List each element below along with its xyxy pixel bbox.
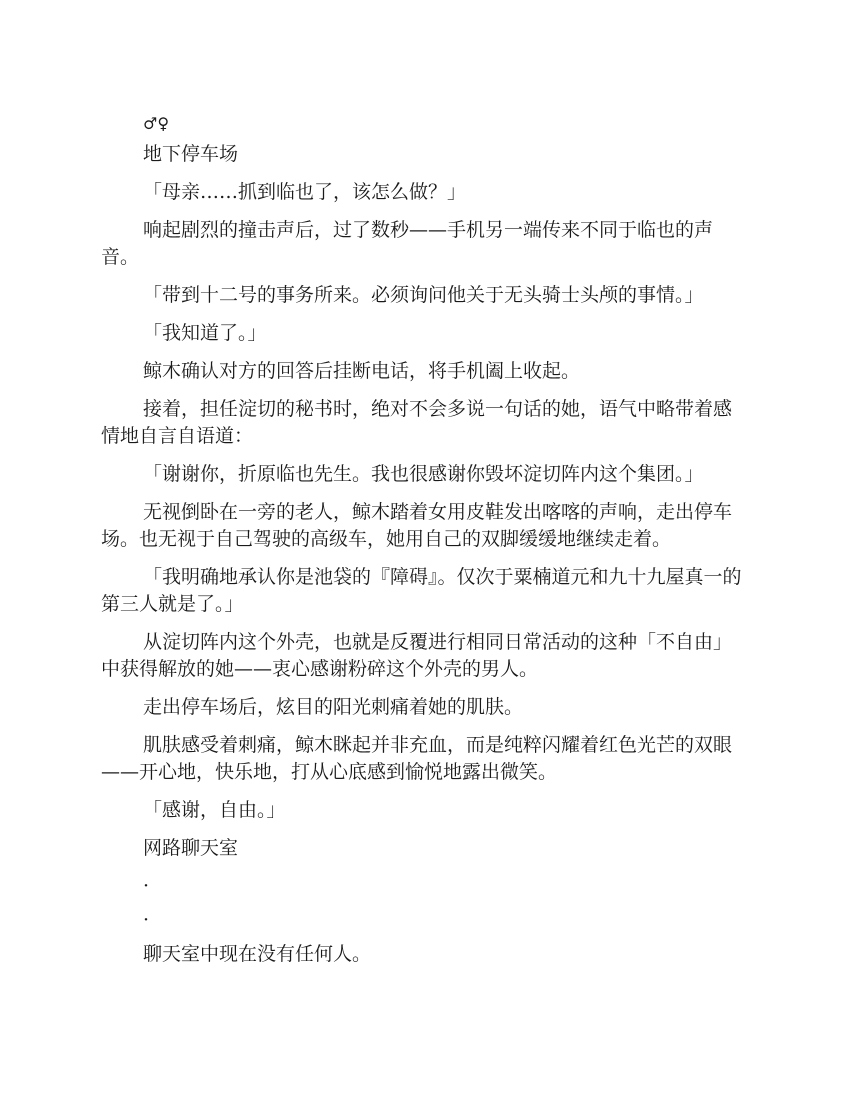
paragraph: 肌肤感受着刺痛，鲸木眯起并非充血，而是纯粹闪耀着红色光芒的双眼——开心地，快乐地，打从心底感到愉悦地露出微笑。 — [101, 734, 733, 783]
paragraph: 「我明确地承认你是池袋的『障碍』。仅次于粟楠道元和九十九屋真一的第三人就是了。」 — [101, 566, 742, 615]
paragraph: 「带到十二号的事务所来。必须询问他关于无头骑士头颅的事情。」 — [143, 284, 704, 306]
paragraph: 「我知道了。」 — [143, 322, 267, 344]
scene-heading-parking: 地下停车场 — [143, 143, 239, 165]
gender-symbols: ♂♀ — [143, 114, 170, 133]
paragraph: 聊天室中现在没有任何人。 — [143, 943, 372, 965]
paragraph: 响起剧烈的撞击声后，过了数秒——手机另一端传来不同于临也的声音。 — [101, 219, 714, 268]
paragraph: 接着，担任淀切的秘书时，绝对不会多说一句话的她，语气中略带着感情地自言自语道： — [101, 398, 733, 447]
paragraph: 「感谢，自由。」 — [143, 799, 286, 821]
paragraph: 鲸木确认对方的回答后挂断电话，将手机阖上收起。 — [143, 360, 581, 382]
document-page — [101, 110, 749, 979]
paragraph: 走出停车场后，炫目的阳光刺痛着她的肌肤。 — [143, 696, 524, 718]
paragraph: 「谢谢你，折原临也先生。我也很感谢你毁坏淀切阵内这个集团。」 — [143, 463, 704, 485]
separator-dot: · — [143, 875, 150, 897]
separator-dot: · — [143, 909, 150, 931]
scene-heading-chatroom: 网路聊天室 — [143, 837, 239, 859]
paragraph: 无视倒卧在一旁的老人，鲸木踏着女用皮鞋发出喀喀的声响，走出停车场。也无视于自己驾驶的高级车，她用自己的双脚缓缓地继续走着。 — [101, 501, 733, 550]
paragraph: 「母亲……抓到临也了，该怎么做？」 — [143, 181, 467, 203]
paragraph: 从淀切阵内这个外壳，也就是反覆进行相同日常活动的这种「不自由」中获得解放的她——衷心感谢粉碎这个外壳的男人。 — [101, 631, 733, 680]
